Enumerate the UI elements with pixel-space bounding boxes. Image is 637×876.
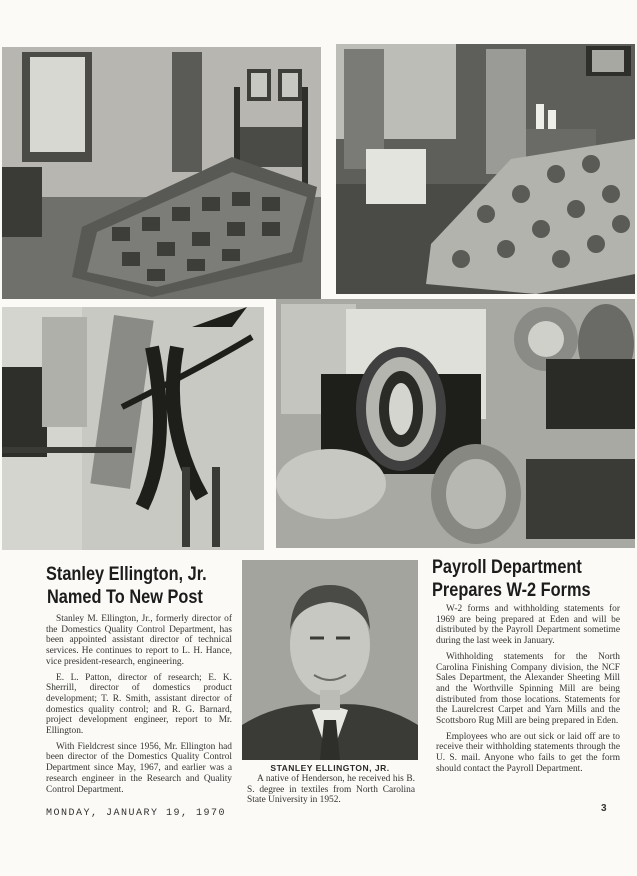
portrait-caption-name: STANLEY ELLINGTON, JR. (270, 763, 390, 773)
portrait-caption (247, 774, 415, 806)
article2-paragraph: W-2 forms and withholding statements for 1969 are being prepared at Eden and will be distributed by the Payroll Department sometime during the last week in January. (436, 604, 620, 647)
article2-paragraph: Withholding statements for the North Carolina Finishing Company division, the NCF Sales Department, the Alexander Sheeting Mill and the Worthville Spinning Mill are being distributed from those locations. Statements for the Laurelcrest Carpet and Yarn Mills and the Scottsboro Rug Mill are being prepared in Eden. (436, 651, 620, 727)
article2-body (436, 604, 620, 780)
article2-headline-line1: Payroll Department (432, 557, 582, 578)
article1-paragraph: With Fieldcrest since 1956, Mr. Ellington had been director of the Domestics Quality Control Department since May, 1967, and earlier was a research engineer in the Research and Quality Control Department. (46, 741, 232, 795)
photo-rugs (276, 299, 635, 548)
photo-bedroom-patchwork (2, 47, 321, 299)
page-number: 3 (601, 803, 607, 814)
article1-paragraph: Stanley M. Ellington, Jr., formerly director of the Domestics Quality Control Department, has been appointed assistant director of technical services. He continues to report to L. H. Hance, vice president-research, engineering. (46, 614, 232, 667)
article1-headline-line1: Stanley Ellington, Jr. (46, 564, 207, 585)
article1-headline-line2: Named To New Post (47, 587, 203, 608)
photo-bedroom-floral (336, 44, 635, 294)
portrait-photo (242, 560, 418, 760)
article2-paragraph: Employees who are out sick or laid off are to receive their withholding statements through the U. S. mail. Anyone who fails to get the form should contact the Payroll Department. (436, 731, 620, 774)
photo-towels-monogram (2, 307, 264, 550)
article1-paragraph: E. L. Patton, director of research; E. K. Sherrill, director of domestics product development; T. R. Smith, assistant director of domestics quality control; and R. G. Barnard, project development engineer, report to Mr. Ellington. (46, 672, 232, 737)
article2-headline-line2: Prepares W-2 Forms (432, 580, 591, 601)
footer-date: MONDAY, JANUARY 19, 1970 (46, 808, 227, 819)
article1-body (46, 614, 232, 800)
portrait-caption-text: A native of Henderson, he received his B. S. degree in textiles from North Carolina State University in 1952. (247, 774, 415, 806)
